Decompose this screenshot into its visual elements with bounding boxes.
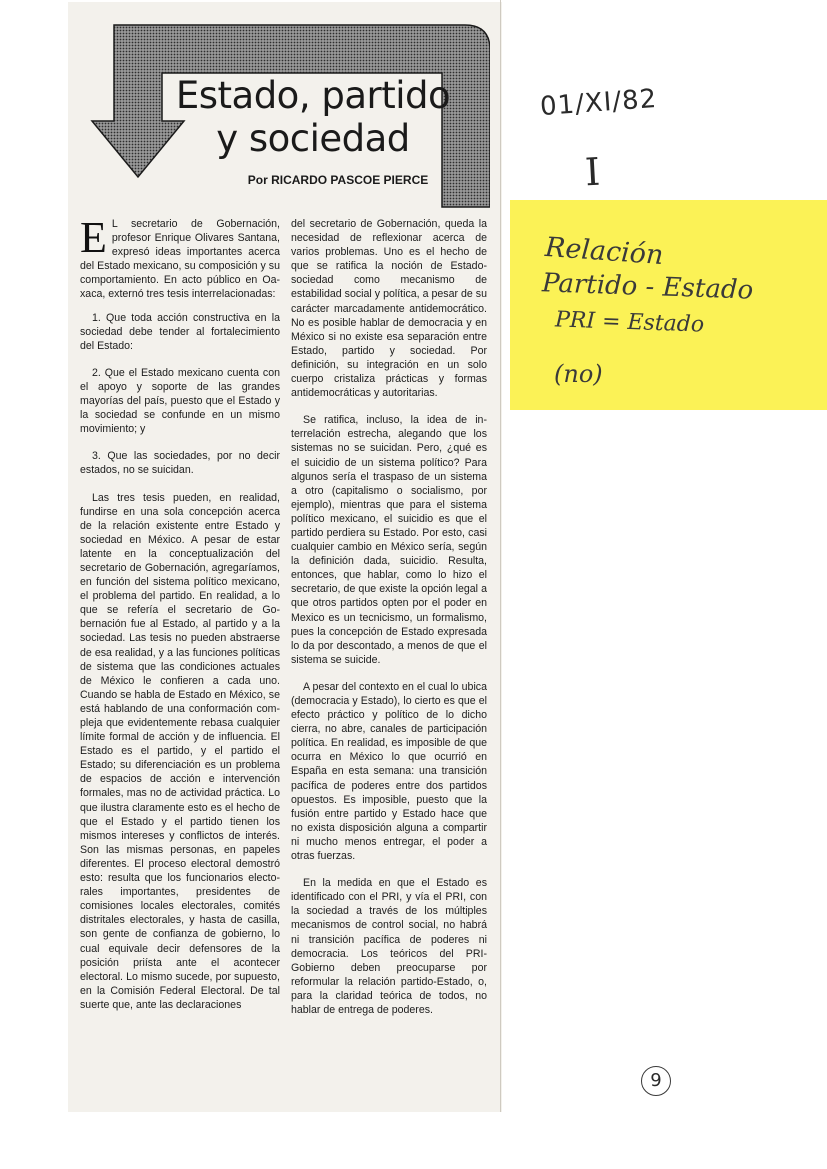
sticky-note-line: PRI = Estado xyxy=(554,307,705,338)
sticky-note-line: (no) xyxy=(554,360,603,388)
sticky-note-line: Relación xyxy=(544,231,665,272)
title-line-2: y sociedad xyxy=(216,117,410,160)
sticky-note-line: Partido - Estado xyxy=(541,268,754,306)
byline: Por RICARDO PASCOE PIERCE xyxy=(247,173,429,187)
paragraph-text: L secretario de Gobernación, profesor Enrique Olivares Santana, expresó ideas importantes acerca del Estado mexicano, su composición y su comportamiento. En acto público en Oaxaca, externó tres tesis interrelacionadas: xyxy=(80,218,280,301)
paragraph: Se ratifica, incluso, la idea de interrelación estrecha, alegando que los sistemas no se suicidan. Pero, ¿qué es el suicidio de un sistema político? Para algunos sería el traspaso de un sistema a otro (capitalismo o socialismo, por ejemplo), mientras que para el sistema político mexicano, el suicidio es que el partido perdiera su Estado. Por esto, casi cualquier cambio en México sería, según la definición dada, suicidio. Resulta, entonces, que hablar, como lo hizo el secretario, de que existe la opción legal a que otros partidos opten por el poder en Mexico es un tecnicismo, un formalismo, pues la concepción de Estado expresada lo da por descontado, a menos de que el sistema se suicide. xyxy=(291,414,487,666)
paragraph: 2. Que el Estado mexicano cuenta con el apoyo y soporte de las grandes mayorías del país, puesto que el Estado y la sociedad se confunde en un mismo movimiento; y xyxy=(80,366,280,436)
clipping-edge xyxy=(500,0,501,1112)
paragraph: 1. Que toda acción constructiva en la sociedad debe tender al fortalecimiento del Estado: xyxy=(80,311,280,352)
page-number: 9 xyxy=(641,1066,671,1096)
paragraph: En la medida en que el Estado es identificado con el PRI, y vía el PRI, con la sociedad a través de los múltiples mecanismos de control social, no habrá ni transición pacífica de poderes ni democracia. Los teóricos del PRI-Gobierno deben preocuparse por reformular la relación partido-Estado, o, para la claridad teórica de todos, no hablar de entrega de poderes. xyxy=(291,877,487,1016)
handwritten-roman-numeral: I xyxy=(583,149,602,195)
article-column-2 xyxy=(291,217,487,1030)
paragraph xyxy=(80,213,280,302)
article-column-1 xyxy=(80,213,280,1025)
paragraph: del secretario de Gobernación, queda la necesidad de reflexionar acerca de varios problemas. Uno es el hecho de que se ratifica la noción de Estado-sociedad como mecanismo de estabilidad social y política, a pesar de su carácter marcadamente antidemocrático. No es posible hablar de democracia y en México si no existe esa separación entre Estado, partido y sociedad. Por definición, su integración en un solo cuerpo cristaliza prácticas y formas antidemocráticas y autoritarias. xyxy=(291,218,487,400)
sticky-note xyxy=(510,200,827,410)
article-title xyxy=(163,74,463,160)
paragraph: 3. Que las sociedades, por no decir estados, no se suicidan. xyxy=(80,450,280,477)
drop-cap: E xyxy=(80,213,107,262)
newspaper-clipping xyxy=(68,2,502,1112)
title-line-1: Estado, partido xyxy=(175,74,451,117)
handwritten-date: 01/XI/82 xyxy=(539,83,659,123)
paragraph: Las tres tesis pueden, en realidad, fundirse en una sola concepción acerca de la relación existente entre Estado y sociedad en México. A pesar de estar latente en la conceptualización del secretario de Gobernación, agregaríamos, en función del sistema político mexicano, el problema del partido. En realidad, a lo que se refería el secretario de Gobernación fue al Estado, al partido y a la sociedad. Las tesis no pueden abstraerse de esa realidad, y a las funciones políticas de sistema que las condiciones actuales de México le confieren a cada uno. Cuando se habla de Estado en México, se está hablando de una conformación compleja que evidentemente rebasa cualquier límite formal de acción y de influencia. El Estado es el partido, y el partido el Estado; su diferenciación es un problema de espacios de acción e intervención formales, mas no de actividad práctica. Lo que ilustra claramente esto es el hecho de que el Estado y el partido tienen los mismos intereses y conflictos de interés. Son las mismas personas, en papeles diferentes. El proceso electoral demostró esto: resulta que los funcionarios electorales importantes, presidentes de comisiones locales electorales, comités distritales electorales, y hasta de casilla, son gente de confianza de gobierno, lo cual equivale decir defensores de la posición priísta ante el acontecer electoral. Lo mismo sucede, por supuesto, en la Comisión Federal Electoral. De tal suerte que, ante las declaraciones xyxy=(80,491,280,1011)
paragraph: A pesar del contexto en el cual lo ubica (democracia y Estado), lo cierto es que el efecto práctico y político de lo dicho cierra, no abre, canales de participación política. En realidad, es imposible de que ocurra en México lo que ocurrió en España en esta semana: una transición pacífica de poderes entre dos partidos opuestos. Es imposible, puesto que la fusión entre partido y Estado hace que no exista disposición alguna a compartir ni mucho menos entregar, el poder a otras fuerzas. xyxy=(291,680,487,863)
